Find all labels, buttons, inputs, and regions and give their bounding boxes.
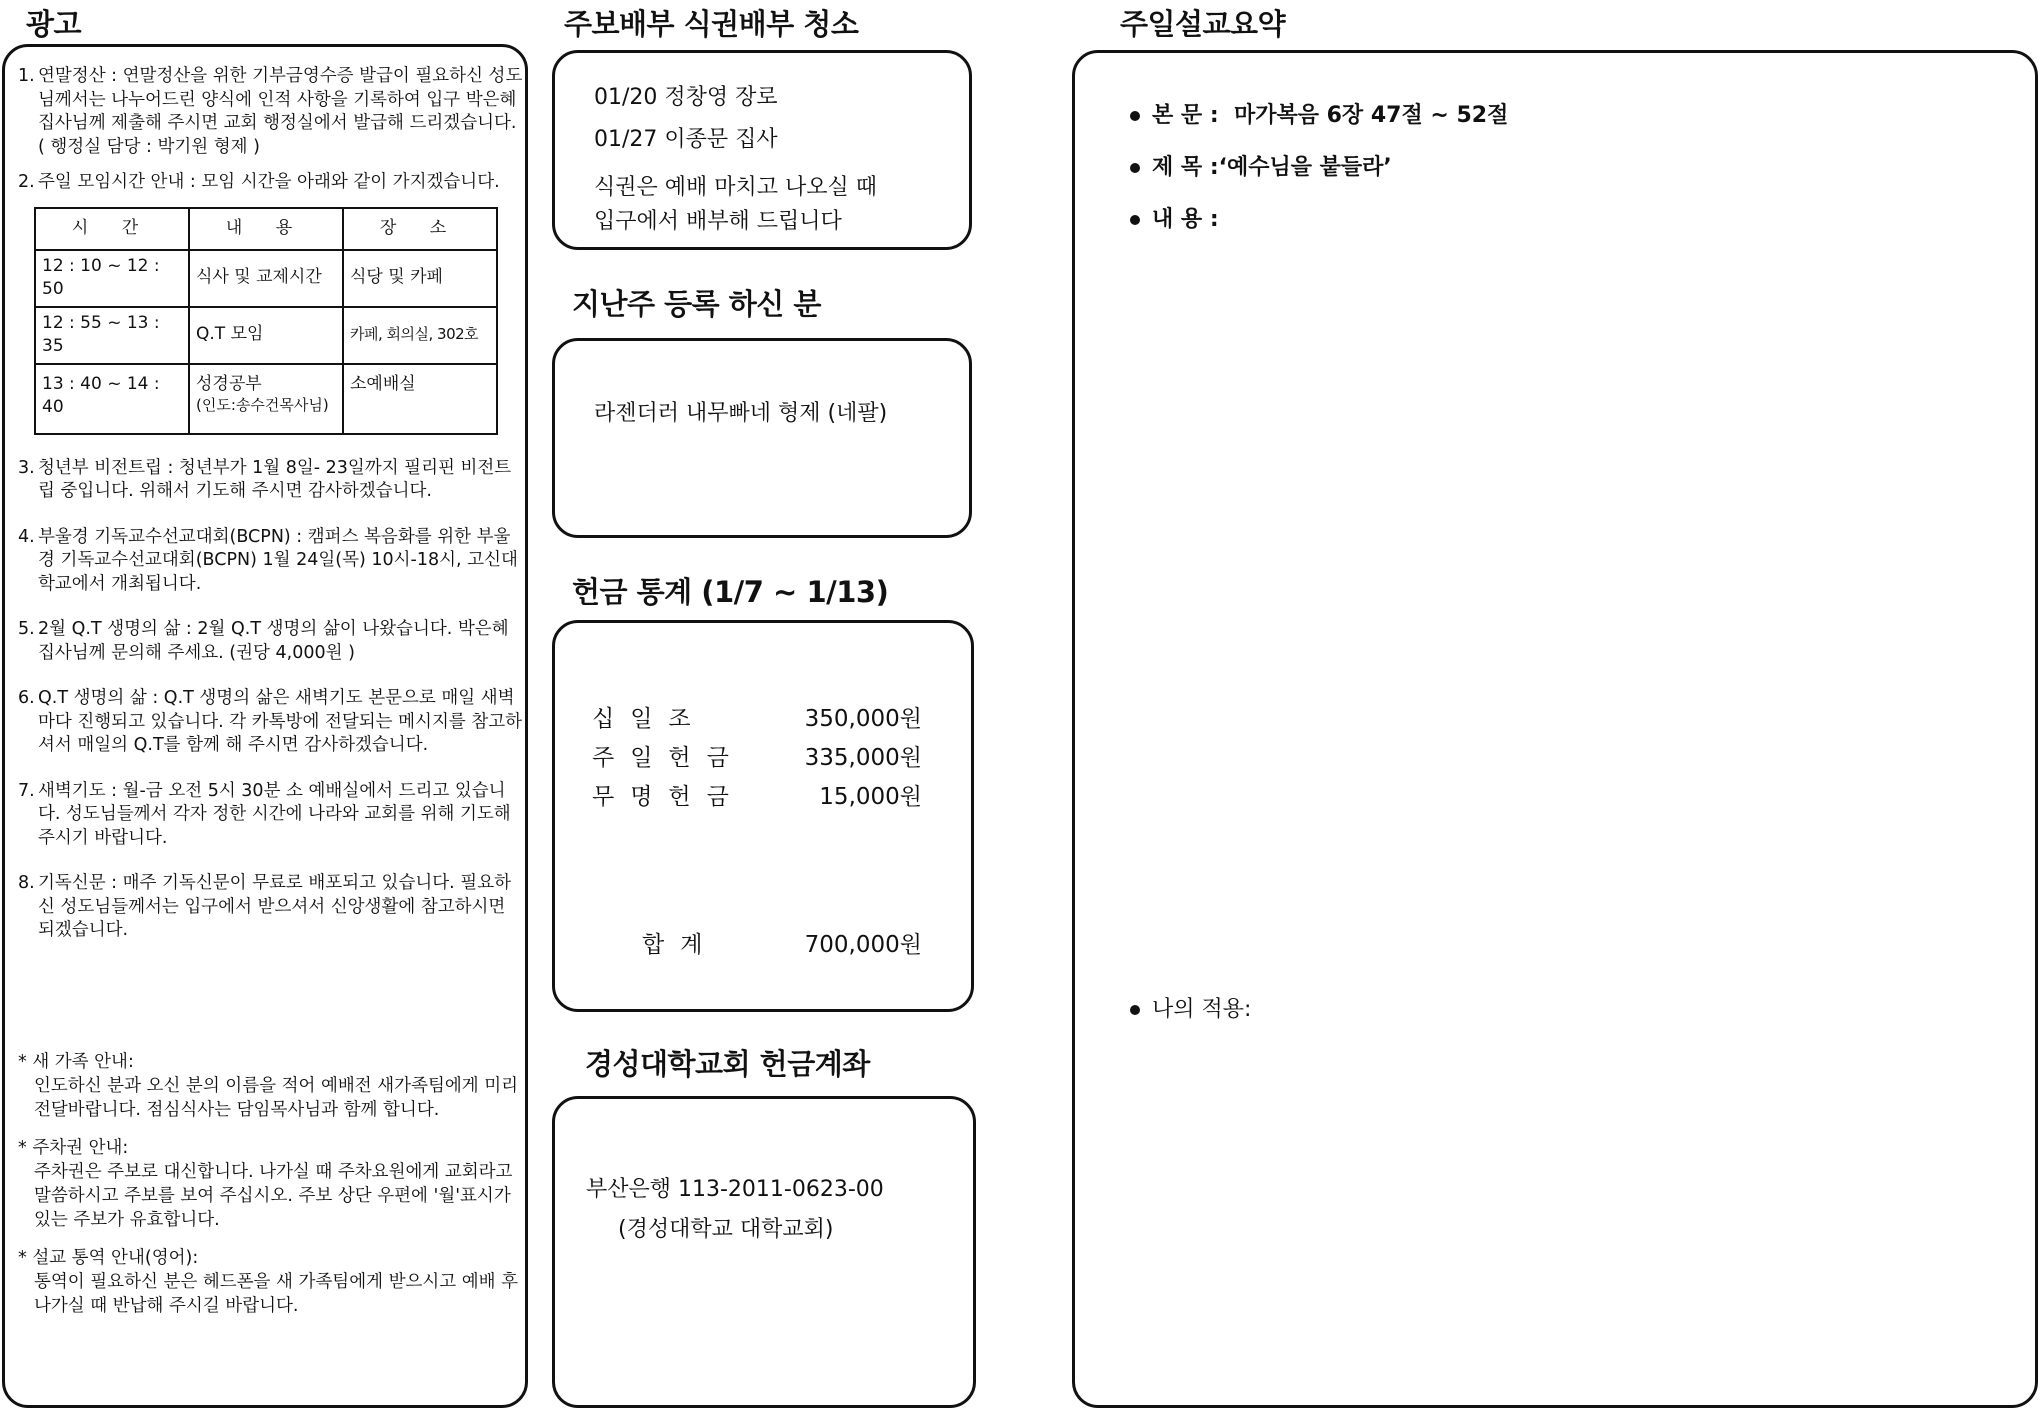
offering-row — [592, 739, 922, 769]
schedule-header: 장 소 — [343, 208, 497, 250]
bullet-icon — [1130, 163, 1140, 173]
schedule-header: 시 간 — [35, 208, 189, 250]
ad-item-2: 2. 주일 모임시간 안내 : 모임 시간을 아래와 같이 가지겠습니다. — [18, 172, 500, 192]
sermon-subject-label: 제 목 : — [1152, 155, 1219, 180]
account-title: 경성대학교회 헌금계좌 — [585, 1047, 870, 1081]
schedule-content: 성경공부 — [196, 373, 262, 394]
table-row — [35, 250, 497, 307]
sermon-content-label: 내 용 : — [1152, 207, 1219, 232]
sermon-box — [1072, 50, 2038, 1408]
registration-box — [552, 338, 972, 538]
table-row — [35, 364, 497, 434]
sermon-text-row — [1130, 98, 1508, 129]
schedule-time: 12 : 10 ~ 12 : 50 — [35, 250, 189, 307]
schedule-place: 식당 및 카페 — [343, 250, 497, 307]
offering-total-row — [592, 926, 922, 956]
note-parking: * 주차권 안내: 주차권은 주보로 대신합니다. 나가실 때 주차요원에게 교회라고 말씀하시고 주보를 보여 주십시오. 주보 상단 우편에 '월'표시가 있는 주보가 유효합니다. — [18, 1138, 513, 1230]
ads-title: 광고 — [26, 7, 82, 41]
account-box — [552, 1096, 976, 1408]
ad-item-8: 8. 기독신문 : 매주 기독신문이 무료로 배포되고 있습니다. 필요하신 성도님들께서는 입구에서 받으셔서 신앙생활에 참고하시면 되겠습니다. — [18, 873, 512, 940]
bullet-icon — [1130, 111, 1140, 121]
ad-item-1: 1. 연말정산 : 연말정산을 위한 기부금영수증 발급이 필요하신 성도님께서는 나누어드린 양식에 인적 사항을 기록하여 입구 박은혜 집사님께 제출해 주시면 교회 행정실에서 발급해 드리겠습니다. ( 행정실 담당 : 박기원 형제 ) — [18, 66, 523, 157]
offering-title: 헌금 통계 (1/7 ~ 1/13) — [572, 575, 889, 609]
sermon-title: 주일설교요약 — [1120, 7, 1286, 41]
account-bank: 부산은행 113-2011-0623-00 — [586, 1177, 884, 1202]
table-row — [35, 307, 497, 364]
sermon-subject-row — [1130, 150, 1392, 181]
offering-row — [592, 700, 922, 730]
ad-item-3: 3. 청년부 비전트립 : 청년부가 1월 8일- 23일까지 필리핀 비전트립 중입니다. 위해서 기도해 주시면 감사하겠습니다. — [18, 457, 512, 501]
offering-total-amount: 700,000원 — [804, 932, 922, 958]
schedule-time: 12 : 55 ~ 13 : 35 — [35, 307, 189, 364]
ad-item-5: 5. 2월 Q.T 생명의 삶 : 2월 Q.T 생명의 삶이 나왔습니다. 박은혜 집사님께 문의해 주세요. (권당 4,000원 ) — [18, 619, 509, 663]
sermon-text-label: 본 문 : — [1152, 103, 1219, 128]
offering-row — [592, 778, 922, 808]
schedule-content-sub: (인도:송수건목사님) — [196, 396, 329, 414]
sermon-content-row — [1130, 202, 1219, 233]
schedule-content-cell — [189, 364, 343, 434]
schedule-header: 내 용 — [189, 208, 343, 250]
schedule-header-row — [35, 208, 497, 250]
duty-note: 입구에서 배부해 드립니다 — [594, 209, 842, 234]
account-holder: (경성대학교 대학교회) — [618, 1217, 834, 1242]
sermon-application-row — [1130, 992, 1251, 1023]
note-translation: * 설교 통역 안내(영어): 통역이 필요하신 분은 헤드폰을 새 가족팀에게 받으시고 예배 후 나가실 때 반납해 주시길 바랍니다. — [18, 1248, 519, 1316]
offering-amount: 350,000원 — [804, 706, 922, 732]
schedule-place: 소예배실 — [343, 364, 497, 434]
offering-total-label: 합계 — [642, 932, 719, 958]
bullet-icon — [1130, 1005, 1140, 1015]
duty-entry: 01/20 정창영 장로 — [594, 85, 778, 110]
duty-title: 주보배부 식권배부 청소 — [564, 7, 859, 41]
offering-amount: 15,000원 — [819, 784, 922, 810]
registration-title: 지난주 등록 하신 분 — [572, 287, 821, 321]
schedule-time: 13 : 40 ~ 14 : 40 — [35, 364, 189, 434]
sermon-subject-value: ‘예수님을 붙들라’ — [1218, 155, 1392, 180]
schedule-table — [34, 207, 498, 435]
offering-amount: 335,000원 — [804, 745, 922, 771]
ad-item-6: 6. Q.T 생명의 삶 : Q.T 생명의 삶은 새벽기도 본문으로 매일 새벽마다 진행되고 있습니다. 각 카톡방에 전달되는 메시지를 참고하셔서 매일의 Q.T를 함께 해 주시면 감사하겠습니다. — [18, 688, 523, 755]
ad-item-7: 7. 새벽기도 : 월-금 오전 5시 30분 소 예배실에서 드리고 있습니다. 성도님들께서 각자 정한 시간에 나라와 교회를 위해 기도해 주시기 바랍니다. — [18, 780, 511, 848]
offering-label: 무명헌금 — [592, 784, 745, 810]
bullet-icon — [1130, 215, 1140, 225]
sermon-application-label: 나의 적용: — [1152, 997, 1252, 1022]
duty-note: 식권은 예배 마치고 나오실 때 — [594, 175, 877, 200]
note-new-family: * 새 가족 안내: 인도하신 분과 오신 분의 이름을 적어 예배전 새가족팀에게 미리 전달바랍니다. 점심식사는 담임목사님과 함께 합니다. — [18, 1052, 519, 1120]
offering-label: 십일조 — [592, 706, 707, 732]
sermon-text-value: 마가복음 6장 47절 ~ 52절 — [1233, 103, 1509, 128]
registration-name: 라젠더러 내무빠네 형제 (네팔) — [594, 401, 888, 426]
schedule-content: 식사 및 교제시간 — [189, 250, 343, 307]
ads-list — [18, 65, 523, 955]
schedule-place: 카페, 회의실, 302호 — [343, 307, 497, 364]
duty-entry: 01/27 이종문 집사 — [594, 127, 778, 152]
notes-list — [18, 1050, 523, 1332]
offering-label: 주일헌금 — [592, 745, 745, 771]
schedule-content: Q.T 모임 — [189, 307, 343, 364]
ad-item-4: 4. 부울경 기독교수선교대회(BCPN) : 캠퍼스 복음화를 위한 부울경 기독교수선교대회(BCPN) 1월 24일(목) 10시-18시, 고신대학교에서 개최됩니다. — [18, 526, 518, 594]
